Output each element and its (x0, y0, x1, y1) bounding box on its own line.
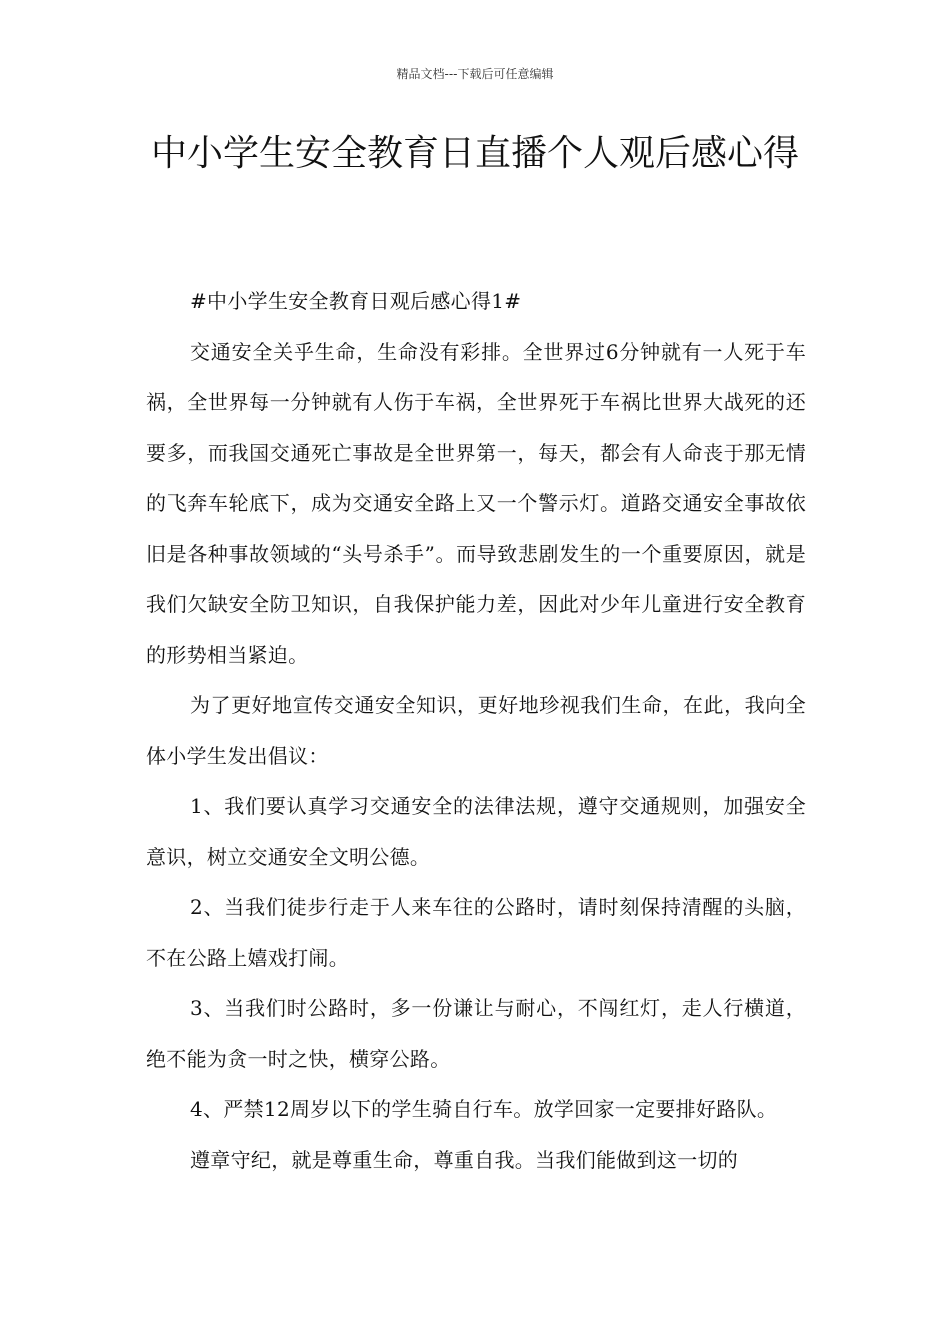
list-item-2: 2、当我们徒步行走于人来车往的公路时，请时刻保持清醒的头脑，不在公路上嬉戏打闹。 (146, 895, 806, 970)
list-item-4: 4、严禁12周岁以下的学生骑自行车。放学回家一定要排好路队。 (190, 1097, 778, 1121)
body-paragraph: 交通安全关乎生命，生命没有彩排。全世界过6分钟就有一人死于车祸，全世界每一分钟就有人伤于车祸，全世界死于车祸比世界大战死的还要多，而我国交通死亡事故是全世界第一，每天，都会有人命丧于那无情的飞奔车轮底下，成为交通安全路上又一个警示灯。道路交通安全事故依旧是各种事故领域的“头号杀手”。而导致悲剧发生的一个重要原因，就是我们欠缺安全防卫知识，自我保护能力差，因此对少年儿童进行安全教育的形势相当紧迫。 (146, 339, 806, 667)
document-title: 中小学生安全教育日直播个人观后感心得 (150, 133, 799, 174)
list-item-1: 1、我们要认真学习交通安全的法律法规，遵守交通规则，加强安全意识，树立交通安全文明公德。 (146, 794, 806, 869)
list-item-3: 3、当我们时公路时，多一份谦让与耐心，不闯红灯，走人行横道，绝不能为贪一时之快，横穿公路。 (146, 996, 806, 1071)
body-paragraph: 为了更好地宣传交通安全知识，更好地珍视我们生命，在此，我向全体小学生发出倡议： (146, 693, 806, 768)
document-body (146, 276, 806, 1185)
page-header: 精品文档---下载后可任意编辑 (396, 67, 554, 81)
body-paragraph: 遵章守纪，就是尊重生命，尊重自我。当我们能做到这一切的 (190, 1147, 739, 1172)
section-heading: #中小学生安全教育日观后感心得1# (190, 289, 522, 313)
